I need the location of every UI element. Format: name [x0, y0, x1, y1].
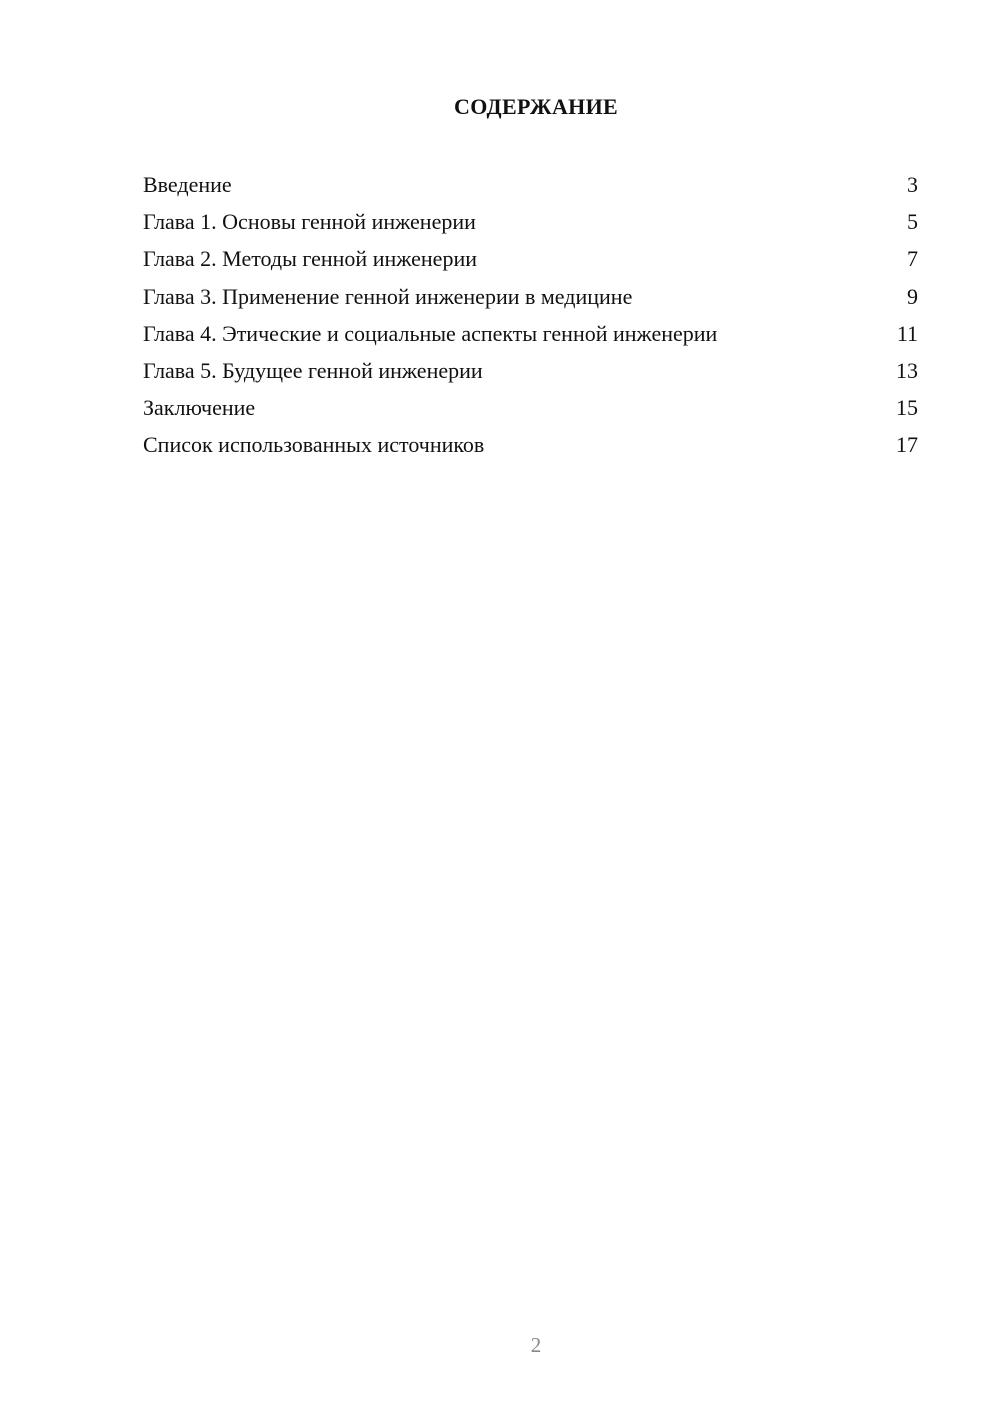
toc-entry [143, 205, 918, 242]
toc-entry [143, 354, 918, 391]
toc-entry-label: Введение [143, 172, 232, 197]
toc-entry-page: 15 [896, 395, 918, 421]
toc-entry [143, 168, 918, 205]
toc-entry-label: Глава 5. Будущее генной инженерии [143, 357, 483, 383]
toc-entry-label: Заключение [143, 395, 256, 421]
toc-entry-label: Глава 2. Методы генной инженерии [143, 246, 477, 272]
toc-entry-page: 5 [907, 209, 918, 235]
toc-entry [143, 242, 918, 279]
toc-entry [143, 280, 918, 317]
toc-entry-label: Список использованных источников [143, 432, 485, 458]
toc-entry-page: 13 [896, 357, 918, 383]
toc-entry [143, 317, 918, 354]
toc-entry-page: 17 [896, 432, 918, 458]
page-number: 2 [530, 1333, 542, 1357]
toc-entry-label: Глава 4. Этические и социальные аспекты генной инженерии [143, 320, 718, 346]
toc-entry-page: 7 [907, 246, 918, 272]
toc-entry [143, 391, 918, 428]
table-of-contents [143, 168, 918, 466]
toc-entry-page: 3 [907, 172, 918, 197]
toc-entry-label: Глава 3. Применение генной инженерии в медицине [143, 283, 633, 309]
toc-entry [143, 428, 918, 465]
toc-entry-label: Глава 1. Основы генной инженерии [143, 209, 476, 235]
page-title: СОДЕРЖАНИЕ [454, 94, 618, 119]
toc-entry-page: 11 [896, 320, 918, 346]
toc-entry-page: 9 [907, 283, 918, 309]
